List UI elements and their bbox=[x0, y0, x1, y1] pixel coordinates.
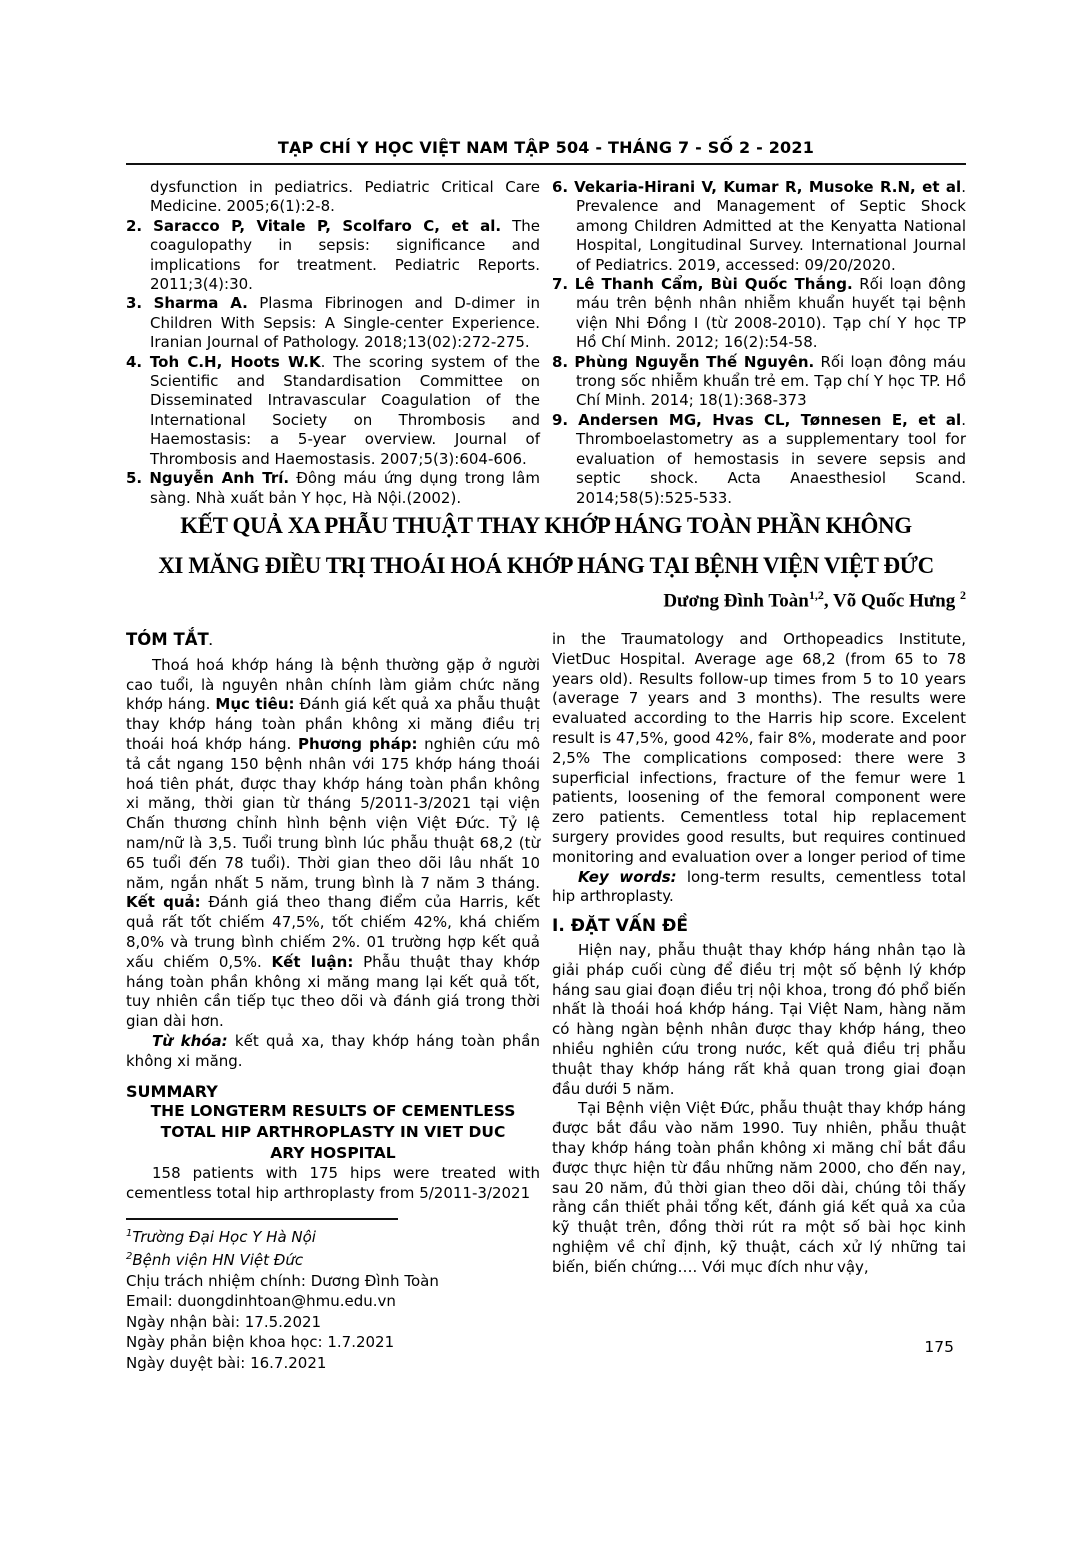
reference-number: 6. bbox=[552, 178, 569, 196]
reference-text: Plasma Fibrinogen and D-dimer in Children With Sepsis: A Single-center Experience. Iranian Journal of Pathology. 2018;13(02):272-275. bbox=[150, 294, 540, 352]
article-title-line-1: KẾT QUẢ XA PHẪU THUẬT THAY KHỚP HÁNG TOÀN PHẦN KHÔNG bbox=[180, 513, 912, 538]
reference-authors: Phùng Nguyễn Thế Nguyên. bbox=[574, 352, 815, 371]
label-muc-tieu: Mục tiêu: bbox=[215, 695, 295, 714]
reference-number: 7. bbox=[552, 275, 569, 294]
author-separator: , bbox=[823, 590, 829, 612]
reference-item-5 bbox=[126, 469, 540, 508]
text-segment: Phẫu thuật thay khớp háng toàn phần không xi măng mang lại kết quả tốt, tuy nhiên cần tiếp tục theo dõi và đánh giá trong thời gian dài hơn. bbox=[126, 952, 540, 1031]
introduction-paragraph-1: Hiện nay, phẫu thuật thay khớp háng nhân tạo là giải pháp cuối cùng để điều trị một số bệnh lý khớp háng sau giai đoạn điều trị nội khoa, trong đó phổ biến nhất là thoái hoá khớp háng. Tại Việt Nam, hàng năm có hàng ngàn bệnh nhân được thay khớp háng, theo nhiều nghiên cứu trong nước, kết quả điều trị phẫu thuật thay khớp háng rất khả quan trong giai đoạn đầu dưới 5 năm. bbox=[552, 940, 966, 1098]
reference-item-2 bbox=[126, 217, 540, 295]
footnote-rule bbox=[126, 1218, 398, 1220]
reference-item-9 bbox=[552, 411, 966, 508]
reference-item-3 bbox=[126, 294, 540, 352]
reference-text: . Thromboelastometry as a supplementary tool for evaluation of hemostasis in severe sepsis and septic shock. Acta Anaesthesiol Scand. 2014;58(5):525-533. bbox=[576, 410, 966, 507]
article-title bbox=[126, 506, 966, 586]
reference-text: Rối loạn đông máu trong sốc nhiễm khuẩn trẻ em. Tạp chí Y học TP. Hồ Chí Minh. 2014; 18(1):368-373 bbox=[576, 352, 967, 410]
affiliation-1-text: Trường Đại Học Y Hà Nội bbox=[132, 1227, 316, 1246]
summary-heading: SUMMARY bbox=[126, 1081, 218, 1101]
article-title-line-2: XI MĂNG ĐIỀU TRỊ THOÁI HOÁ KHỚP HÁNG TẠI BỆNH VIỆN VIỆT ĐỨC bbox=[158, 553, 934, 578]
keywords-vi-text: kết quả xa, thay khớp háng toàn phần không xi măng. bbox=[126, 1031, 540, 1070]
reference-text: . Prevalence and Management of Septic Shock among Children Admitted at the Kenyatta National Hospital, Longitudinal Survey. International Journal of Pediatrics. 2019, accessed: 09/20/2020. bbox=[576, 178, 966, 274]
text-segment: Đánh giá kết quả xa phẫu thuật thay khớp háng toàn phần không xi măng điều trị thoái hoá khớp háng. bbox=[126, 695, 540, 753]
author-affiliation-sup-1: 1,2 bbox=[808, 588, 824, 602]
keywords-vi-label: Từ khóa: bbox=[152, 1031, 228, 1050]
references-section bbox=[126, 178, 966, 508]
page-number: 175 bbox=[924, 1338, 954, 1356]
reference-authors: Sharma A. bbox=[153, 294, 248, 313]
date-accepted: Ngày duyệt bài: 16.7.2021 bbox=[126, 1353, 327, 1372]
text-segment: nghiên cứu mô tả cắt ngang 150 bệnh nhân với 175 khớp háng thoái hoá tiên phát, được thay khớp háng toàn phần không xi măng, thời gian từ tháng 5/2011-3/2021 tại viện Chấn thương chỉnh hình bệnh viện Việt Đức. Tỷ lệ nam/nữ là 3,5. Tuổi trung bình lúc phẫu thuật 68,2 (từ 65 tuổi đến 78 tuổi). Thời gian theo dõi lâu nhất 10 năm, ngắn nhất 5 năm, trung bình là 7 năm 3 tháng. bbox=[126, 734, 541, 892]
authors-line bbox=[126, 588, 966, 612]
author-name-1: Dương Đình Toàn bbox=[663, 590, 809, 612]
abstract-vi-heading-dot: . bbox=[208, 637, 213, 648]
reference-authors: Saracco P, Vitale P, Scolfaro C, et al. bbox=[153, 216, 502, 235]
references-column-right bbox=[552, 178, 966, 508]
summary-subtitle-line-2: TOTAL HIP ARTHROPLASTY IN VIET DUC bbox=[160, 1123, 506, 1142]
affiliation-1 bbox=[126, 1224, 540, 1248]
keywords-vi bbox=[126, 1032, 540, 1072]
body-column-right bbox=[552, 630, 966, 1373]
article-body bbox=[126, 630, 966, 1373]
body-column-left bbox=[126, 630, 540, 1373]
reference-text: dysfunction in pediatrics. Pediatric Critical Care Medicine. 2005;6(1):2-8. bbox=[150, 178, 540, 216]
journal-header: TẠP CHÍ Y HỌC VIỆT NAM TẬP 504 - THÁNG 7 - SỐ 2 - 2021 bbox=[126, 138, 966, 165]
reference-authors: Andersen MG, Hvas CL, Tønnesen E, et al bbox=[578, 410, 962, 429]
abstract-vi-paragraph bbox=[126, 656, 540, 1032]
reference-authors: Toh C.H, Hoots W.K bbox=[149, 352, 321, 371]
reference-item-1-continuation bbox=[126, 178, 540, 217]
text-segment: Đánh giá theo thang điểm của Harris, kết quả rất tốt chiếm 47,5%, tốt chiếm 42%, khá chiếm 8,0% và trung bình chiếm 2%. 01 trường hợp kết quả xấu chiếm 0,5%. bbox=[126, 893, 540, 971]
abstract-vi-heading-text: TÓM TẮT bbox=[126, 630, 209, 649]
reference-number: 2. bbox=[126, 216, 143, 235]
affiliation-1-sup: 1 bbox=[126, 1227, 133, 1239]
reference-item-8 bbox=[552, 353, 966, 411]
summary-subtitle-line-1: THE LONGTERM RESULTS OF CEMENTLESS bbox=[150, 1102, 516, 1121]
date-reviewed: Ngày phản biện khoa học: 1.7.2021 bbox=[126, 1333, 395, 1352]
reference-number: 3. bbox=[126, 294, 143, 313]
reference-authors: Lê Thanh Cẩm, Bùi Quốc Thắng. bbox=[574, 275, 853, 294]
reference-text: Đông máu ứng dụng trong lâm sàng. Nhà xuất bản Y học, Hà Nội.(2002). bbox=[150, 469, 540, 507]
reference-number: 4. bbox=[126, 352, 143, 371]
summary-subtitle bbox=[126, 1101, 540, 1164]
reference-text: The coagulopathy in sepsis: significance and implications for treatment. Pediatric Reports. 2011;3(4):30. bbox=[150, 216, 540, 294]
introduction-heading: I. ĐẶT VẤN ĐỀ bbox=[552, 916, 688, 937]
reference-number: 9. bbox=[552, 410, 569, 429]
reference-text: . The scoring system of the Scientific and Standardisation Committee on Disseminated Intravascular Coagulation of the International Society on Thrombosis and Haemostasis: a 5-year overview. Journal of Thrombosis and Haemostasis. 2007;5(3):604-606. bbox=[150, 352, 540, 468]
reference-authors: Vekaria-Hirani V, Kumar R, Musoke R.N, et al bbox=[574, 178, 962, 196]
affiliation-2 bbox=[126, 1247, 540, 1271]
reference-text: Rối loạn đông máu trên bệnh nhân nhiễm khuẩn huyết tại bệnh viện Nhi Đồng I (từ 2008-2010). Tạp chí Y học TP Hồ Chí Minh. 2012; 16(2):54-58. bbox=[576, 275, 967, 352]
text-segment: Thoá hoá khớp háng là bệnh thường gặp ở người cao tuổi, là nguyên nhân chính làm giảm chức năng khớp háng. bbox=[126, 655, 540, 714]
corresponding-author: Chịu trách nhiệm chính: Dương Đình Toàn bbox=[126, 1271, 439, 1290]
affiliation-2-sup: 2 bbox=[126, 1251, 133, 1263]
corresponding-email: Email: duongdinhtoan@hmu.edu.vn bbox=[126, 1292, 396, 1311]
reference-number: 8. bbox=[552, 352, 569, 371]
abstract-vi-heading bbox=[126, 630, 540, 653]
reference-item-6 bbox=[552, 178, 966, 275]
summary-subtitle-line-3: ARY HOSPITAL bbox=[270, 1144, 396, 1163]
author-affiliation-sup-2: 2 bbox=[960, 588, 966, 602]
introduction-paragraph-2: Tại Bệnh viện Việt Đức, phẫu thuật thay khớp háng được bắt đầu vào năm 1990. Tuy nhiên, phẫu thuật thay khớp háng toàn phần không xi măng chỉ bắt đầu được thực hiện từ đầu những năm 2000, cho đến nay, sau 20 năm, đủ thời gian theo dõi dài, chúng tôi thấy rằng cần thiết phải tổng kết, đánh giá kết quả xa của kỹ thuật trên, đồng thời rút ra một số bài học kinh nghiệm về chỉ định, kỹ thuật, cách xử lý những tai biến, biến chứng…. Với mục đích như vậy, bbox=[552, 1099, 966, 1276]
keywords-en-label: Key words: bbox=[578, 867, 677, 886]
affiliation-2-text: Bệnh viện HN Việt Đức bbox=[132, 1251, 304, 1270]
label-phuong-phap: Phương pháp: bbox=[297, 734, 418, 753]
date-received: Ngày nhận bài: 17.5.2021 bbox=[126, 1312, 322, 1331]
author-name-2: Võ Quốc Hưng bbox=[833, 590, 956, 612]
label-ket-qua: Kết quả: bbox=[126, 893, 201, 912]
reference-authors: Nguyễn Anh Trí. bbox=[149, 469, 290, 488]
label-ket-luan: Kết luận: bbox=[271, 952, 354, 971]
summary-paragraph-left: 158 patients with 175 hips were treated with cementless total hip arthroplasty from 5/2011-3/2021 bbox=[126, 1164, 540, 1203]
reference-item-4 bbox=[126, 353, 540, 469]
summary-paragraph-right: in the Traumatology and Orthopeadics Institute, VietDuc Hospital. Average age 68,2 (from 65 to 78 years old). Results follow-up times from 5 to 10 years (average 7 years and 3 months). The results were evaluated according to the Harris hip score. Excelent result is 47,5%, good 42%, fair 8%, moderate and poor 2,5% The complications composed: there were 3 superficial infections, fracture of the femur were 1 patients, loosening of the femoral component were zero patients. Cementless total hip replacement surgery provides good results, but requires continued monitoring and evaluation over a longer period of time bbox=[552, 630, 966, 866]
reference-number: 5. bbox=[126, 469, 143, 488]
keywords-en-text: long-term results, cementless total hip arthroplasty. bbox=[552, 867, 966, 906]
reference-item-7 bbox=[552, 275, 966, 353]
keywords-en bbox=[552, 868, 966, 908]
references-column-left bbox=[126, 178, 540, 508]
